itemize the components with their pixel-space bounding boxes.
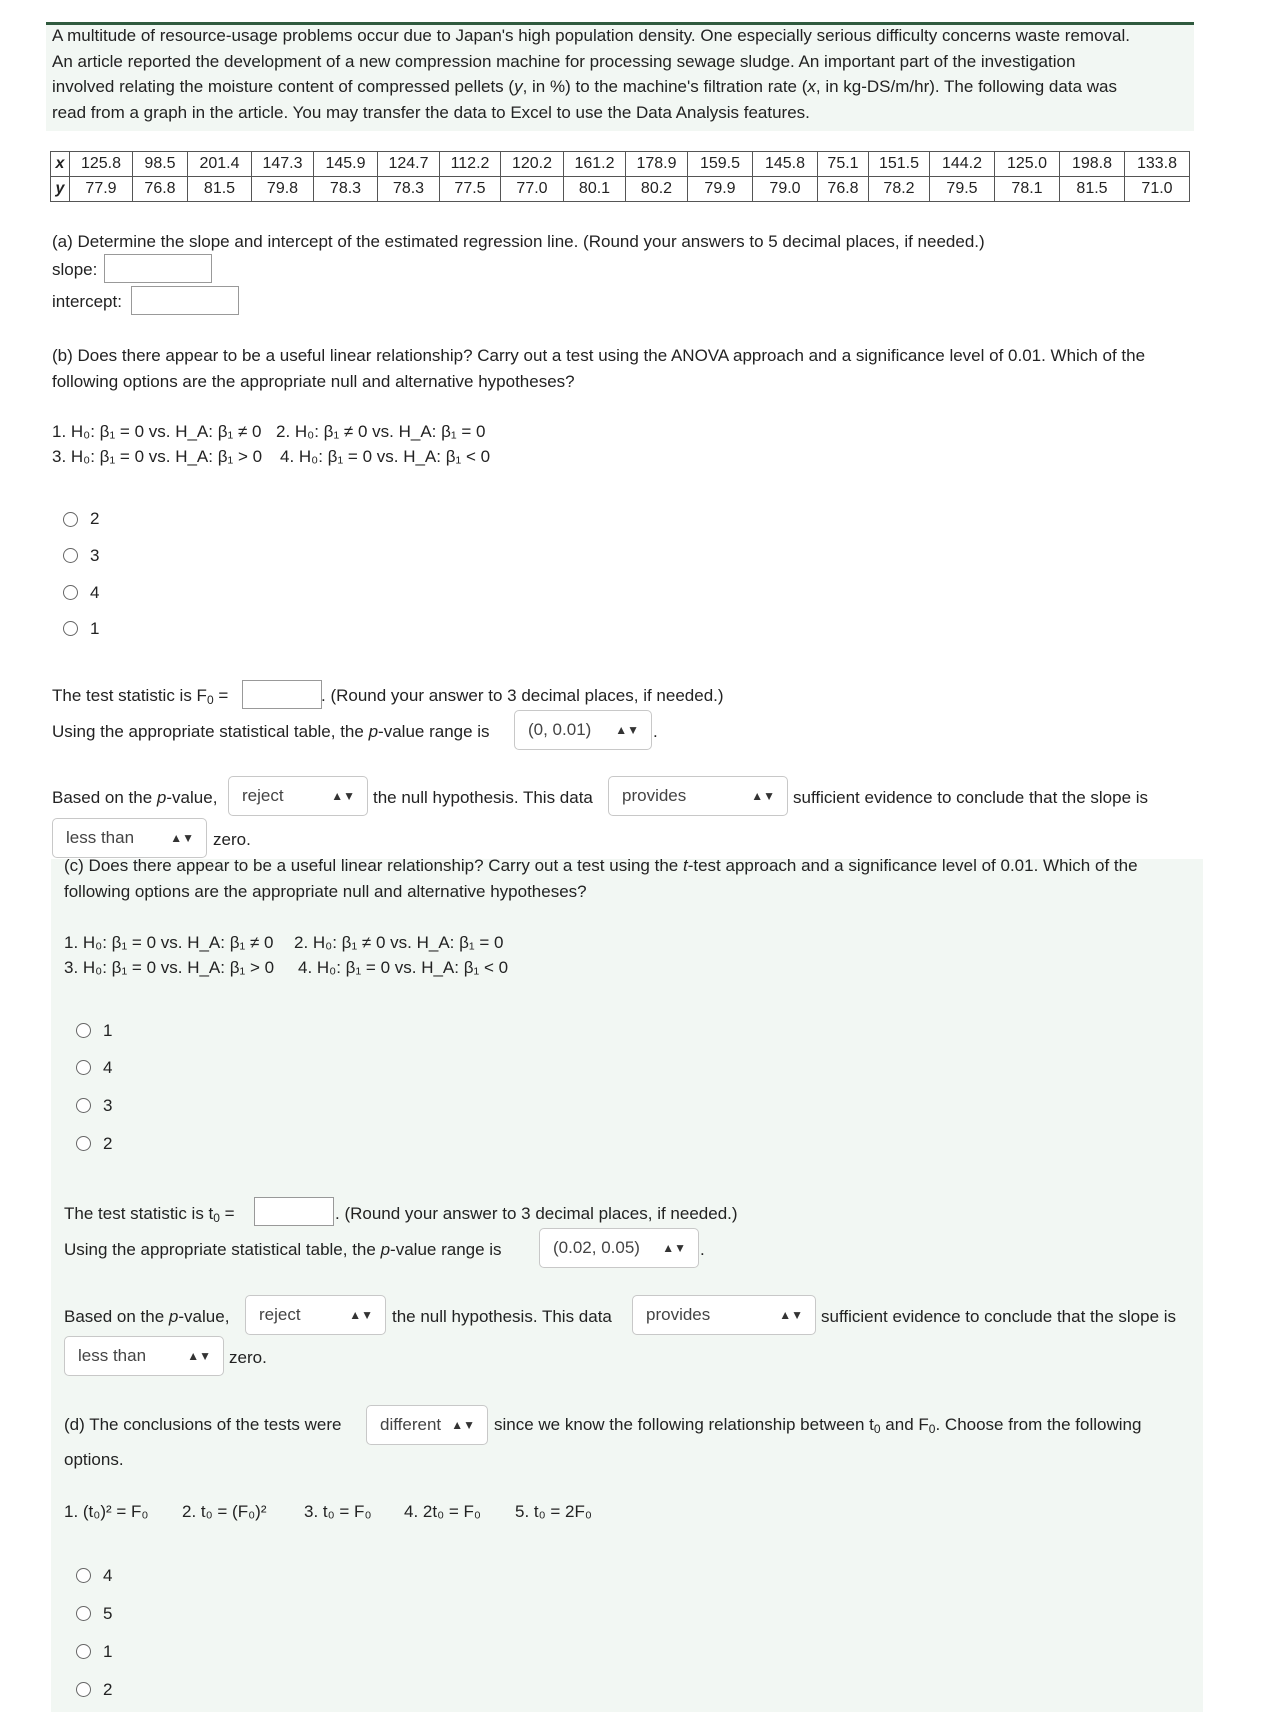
radio-label: 4 [103,1566,113,1585]
y-cell: 79.5 [930,177,995,202]
y-cell: 78.3 [378,177,440,202]
y-cell: 78.3 [314,177,378,202]
t-evidence-select[interactable]: provides ▲▼ [632,1295,816,1335]
radio-label: 4 [90,583,100,602]
lower-section-background [51,859,1203,1712]
part-b-question-line-1: (b) Does there appear to be a useful linear relationship? Carry out a test using the ANOVA approach and a significance level of 0.01. Which of the [52,346,1146,365]
x-cell: 133.8 [1125,152,1190,177]
t-conclude-text: sufficient evidence to conclude that the slope is [821,1307,1177,1326]
t-based-on-label: Based on the p-value, [64,1307,230,1326]
radio-label: 1 [103,1021,113,1040]
x-header: x [51,152,70,177]
f-based-on-label: Based on the p-value, [52,788,218,807]
f-statistic-note: . (Round your answer to 3 decimal places, if needed.) [321,686,724,705]
hypothesis-3: 3. H₀: β₁ = 0 vs. H_A: β₁ > 0 [52,447,263,466]
t-p-value-select[interactable]: (0.02, 0.05) ▲▼ [539,1228,699,1268]
y-cell: 81.5 [1060,177,1125,202]
t-direction-select[interactable]: less than ▲▼ [64,1336,224,1376]
radio-b-option-3[interactable] [63,548,78,563]
x-row [51,152,1190,177]
f-null-text: the null hypothesis. This data [373,788,593,807]
intro-line-1: A multitude of resource-usage problems occur due to Japan's high population density. One especially serious difficulty concerns waste removal. [52,26,1130,45]
select-arrows-icon: ▲▼ [187,1349,211,1363]
f-evidence-select[interactable]: provides ▲▼ [608,776,788,816]
y-row [51,177,1190,202]
part-c-question-line-1: (c) Does there appear to be a useful linear relationship? Carry out a test using the t-test approach and a significance level of 0.01. Which of the [64,856,1138,875]
t-zero-text: zero. [229,1348,267,1367]
intercept-input[interactable] [131,286,239,315]
x-cell: 112.2 [440,152,501,177]
y-cell: 80.2 [626,177,688,202]
radio-label: 1 [103,1642,113,1661]
y-cell: 81.5 [188,177,252,202]
part-a-question: (a) Determine the slope and intercept of the estimated regression line. (Round your answers to 5 decimal places, if needed.) [52,232,985,251]
x-cell: 125.0 [995,152,1060,177]
x-cell: 124.7 [378,152,440,177]
radio-b-option-1[interactable] [63,621,78,636]
y-header: y [51,177,70,202]
select-arrows-icon: ▲▼ [331,789,355,803]
x-cell: 125.8 [70,152,133,177]
y-cell: 79.0 [753,177,818,202]
x-cell: 145.9 [314,152,378,177]
x-cell: 144.2 [930,152,995,177]
select-arrows-icon: ▲▼ [662,1241,686,1255]
x-cell: 147.3 [252,152,314,177]
hypothesis-2: 2. H₀: β₁ ≠ 0 vs. H_A: β₁ = 0 [276,422,486,441]
t-statistic-label: The test statistic is $t_0$ = [64,1204,235,1225]
slope-label: slope: [52,260,98,279]
radio-c-option-4[interactable] [76,1060,91,1075]
hypothesis-2: 2. H₀: β₁ ≠ 0 vs. H_A: β₁ = 0 [294,933,504,952]
t-decision-select[interactable]: reject ▲▼ [245,1295,386,1335]
y-cell: 78.1 [995,177,1060,202]
y-cell: 76.8 [133,177,188,202]
f-conclude-text: sufficient evidence to conclude that the slope is [793,788,1149,807]
select-arrows-icon: ▲▼ [170,831,194,845]
intro-line-4: read from a graph in the article. You may transfer the data to Excel to use the Data Analysis features. [52,102,810,122]
f-statistic-label: The test statistic is $F_0$ = [52,686,229,707]
radio-label: 2 [103,1134,113,1153]
x-cell: 98.5 [133,152,188,177]
y-cell: 71.0 [1125,177,1190,202]
data-table [50,151,1190,202]
y-cell: 78.2 [869,177,930,202]
f-p-value-label: Using the appropriate statistical table, the p-value range is [52,722,490,741]
part-b-question-line-2: following options are the appropriate null and alternative hypotheses? [52,372,575,391]
x-cell: 161.2 [564,152,626,177]
part-d-question-prefix: (d) The conclusions of the tests were [64,1415,342,1434]
y-cell: 77.5 [440,177,501,202]
select-arrows-icon: ▲▼ [451,1418,475,1432]
radio-d-option-5[interactable] [76,1606,91,1621]
radio-label: 3 [90,546,100,565]
relationship-2: 2. t₀ = (F₀)² [182,1502,267,1521]
t-p-value-label: Using the appropriate statistical table, the p-value range is [64,1240,502,1259]
intro-line-2: An article reported the development of a new compression machine for processing sewage sludge. An important part of the investigation [52,51,1076,71]
hypothesis-4: 4. H₀: β₁ = 0 vs. H_A: β₁ < 0 [298,958,509,977]
radio-b-option-2[interactable] [63,512,78,527]
radio-d-option-2[interactable] [76,1682,91,1697]
relationship-1: 1. (t₀)² = F₀ [64,1502,149,1521]
period: . [653,722,658,741]
select-arrows-icon: ▲▼ [349,1308,373,1322]
radio-d-option-1[interactable] [76,1644,91,1659]
t-statistic-input[interactable] [254,1197,334,1226]
x-cell: 120.2 [501,152,564,177]
hypothesis-1: 1. H₀: β₁ = 0 vs. H_A: β₁ ≠ 0 [52,422,262,441]
intercept-label: intercept: [52,292,122,311]
f-decision-select[interactable]: reject ▲▼ [228,776,368,816]
slope-input[interactable] [104,254,212,283]
radio-label: 4 [103,1058,113,1077]
f-direction-select[interactable]: less than ▲▼ [52,818,207,858]
radio-c-option-1[interactable] [76,1023,91,1038]
relationship-3: 3. t₀ = F₀ [304,1502,372,1521]
part-d-question-line-2: options. [64,1450,124,1469]
period: . [700,1240,705,1259]
hypothesis-3: 3. H₀: β₁ = 0 vs. H_A: β₁ > 0 [64,958,275,977]
x-cell: 151.5 [869,152,930,177]
radio-c-option-2[interactable] [76,1136,91,1151]
x-cell: 201.4 [188,152,252,177]
y-cell: 79.8 [252,177,314,202]
intro-line-3: involved relating the moisture content of compressed pellets (y, in %) to the machine's filtration rate (x, in kg-DS/m/hr). The following data was [52,77,1117,96]
radio-label: 2 [90,509,100,528]
select-arrows-icon: ▲▼ [615,723,639,737]
select-arrows-icon: ▲▼ [751,789,775,803]
x-cell: 198.8 [1060,152,1125,177]
radio-label: 3 [103,1096,113,1115]
radio-b-option-4[interactable] [63,585,78,600]
relationship-4: 4. 2t₀ = F₀ [404,1502,481,1521]
y-cell: 80.1 [564,177,626,202]
problem-intro [52,23,1192,125]
y-cell: 77.9 [70,177,133,202]
x-cell: 178.9 [626,152,688,177]
x-cell: 145.8 [753,152,818,177]
radio-d-option-4[interactable] [76,1568,91,1583]
x-cell: 159.5 [688,152,753,177]
f-p-value-select[interactable]: (0, 0.01) ▲▼ [514,710,652,750]
conclusions-select[interactable]: different ▲▼ [366,1405,488,1445]
radio-label: 2 [103,1680,113,1699]
hypothesis-1: 1. H₀: β₁ = 0 vs. H_A: β₁ ≠ 0 [64,933,274,952]
radio-label: 5 [103,1604,113,1623]
relationship-5: 5. t₀ = 2F₀ [515,1502,592,1521]
f-zero-text: zero. [213,830,251,849]
y-cell: 77.0 [501,177,564,202]
t-statistic-note: . (Round your answer to 3 decimal places, if needed.) [335,1204,738,1223]
t-null-text: the null hypothesis. This data [392,1307,612,1326]
radio-label: 1 [90,619,100,638]
hypothesis-4: 4. H₀: β₁ = 0 vs. H_A: β₁ < 0 [280,447,491,466]
f-statistic-input[interactable] [242,680,322,709]
x-cell: 75.1 [818,152,869,177]
select-arrows-icon: ▲▼ [779,1308,803,1322]
radio-c-option-3[interactable] [76,1098,91,1113]
y-cell: 76.8 [818,177,869,202]
y-cell: 79.9 [688,177,753,202]
part-c-question-line-2: following options are the appropriate null and alternative hypotheses? [64,882,587,901]
part-d-question-suffix: since we know the following relationship between $t_0$ and $F_0$. Choose from the following [494,1415,1142,1436]
